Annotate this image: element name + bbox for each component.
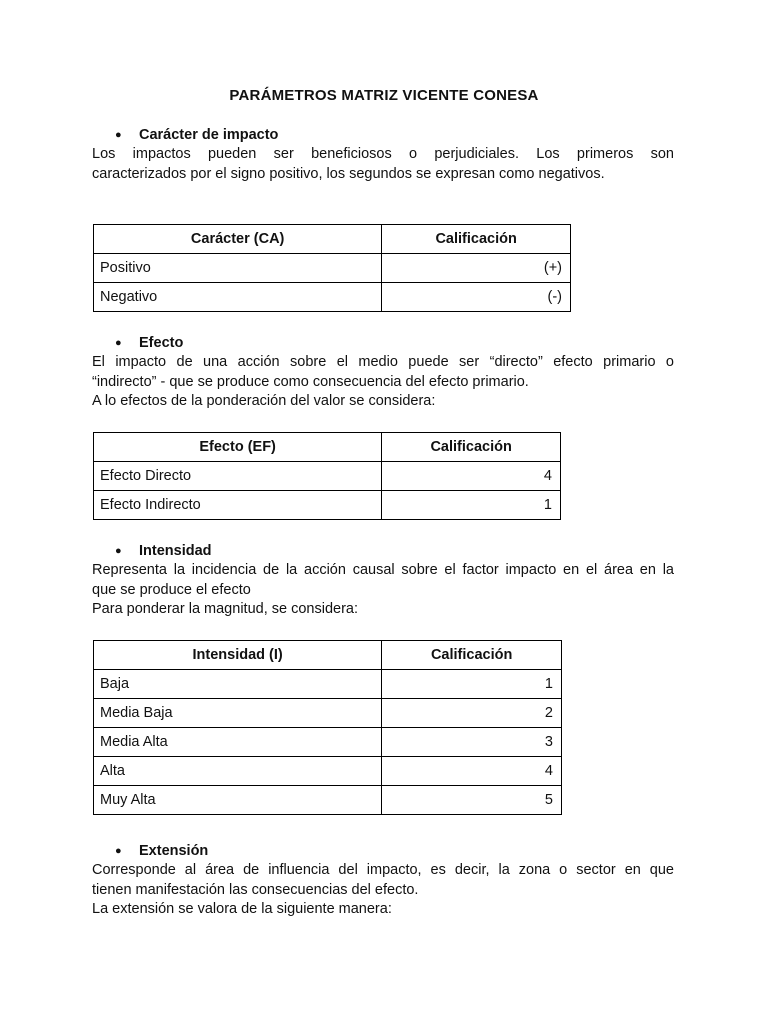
table-header-cell: Calificación — [382, 641, 562, 670]
table-cell-label: Muy Alta — [94, 786, 382, 815]
table-cell-value: (+) — [382, 254, 571, 283]
bullet-icon: ● — [115, 545, 122, 557]
paragraph-line: caracterizados por el signo positivo, los segundos se expresan como negativos. — [92, 165, 605, 182]
paragraph-line: Corresponde al área de influencia del impacto, es decir, la zona o sector en que — [92, 862, 674, 878]
bullet-icon: ● — [115, 845, 122, 857]
table-row — [94, 699, 562, 728]
section-paragraph — [92, 145, 674, 184]
paragraph-line: Representa la incidencia de la acción causal sobre el factor impacto en el área en la — [92, 562, 674, 578]
section-heading — [92, 542, 674, 561]
table-row — [94, 670, 562, 699]
table-cell-value: 3 — [382, 728, 562, 757]
table-cell-value: 2 — [382, 699, 562, 728]
section-extension — [92, 842, 674, 920]
section-heading-text: Intensidad — [139, 543, 212, 559]
section-heading — [92, 334, 674, 353]
table-cell-label: Media Baja — [94, 699, 382, 728]
table-cell-value: 5 — [382, 786, 562, 815]
paragraph-line: que se produce el efecto — [92, 581, 251, 598]
section-paragraph — [92, 561, 674, 620]
table-row — [94, 283, 571, 312]
paragraph-line: “indirecto” - que se produce como consecuencia del efecto primario. — [92, 373, 529, 390]
table-cell-value: 4 — [382, 757, 562, 786]
table-header-row — [94, 225, 571, 254]
section-heading — [92, 126, 674, 145]
table-header-row — [94, 433, 561, 462]
paragraph-line: Los impactos pueden ser beneficiosos o perjudiciales. Los primeros son — [92, 146, 674, 162]
paragraph-line: El impacto de una acción sobre el medio puede ser “directo” efecto primario o — [92, 354, 674, 370]
section-intensidad — [92, 542, 674, 620]
section-paragraph — [92, 861, 674, 920]
table-header-cell: Calificación — [382, 225, 571, 254]
bullet-icon: ● — [115, 129, 122, 141]
table-cell-value: 1 — [382, 491, 561, 520]
section-efecto — [92, 334, 674, 412]
table-row — [94, 757, 562, 786]
table-row — [94, 254, 571, 283]
table-header-cell: Calificación — [382, 433, 561, 462]
section-heading-text: Carácter de impacto — [139, 127, 279, 143]
table-header-cell: Efecto (EF) — [94, 433, 382, 462]
table-caracter — [93, 224, 571, 312]
table-cell-label: Media Alta — [94, 728, 382, 757]
paragraph-line: A lo efectos de la ponderación del valor se considera: — [92, 393, 436, 409]
table-cell-label: Efecto Indirecto — [94, 491, 382, 520]
table-cell-value: (-) — [382, 283, 571, 312]
table-cell-value: 4 — [382, 462, 561, 491]
table-cell-label: Baja — [94, 670, 382, 699]
document-title: PARÁMETROS MATRIZ VICENTE CONESA — [229, 87, 539, 104]
paragraph-line: Para ponderar la magnitud, se considera: — [92, 601, 358, 617]
paragraph-line: tienen manifestación las consecuencias del efecto. — [92, 881, 419, 898]
section-caracter — [92, 126, 674, 184]
table-row — [94, 491, 561, 520]
table-row — [94, 462, 561, 491]
table-header-cell: Carácter (CA) — [94, 225, 382, 254]
table-header-row — [94, 641, 562, 670]
table-row — [94, 786, 562, 815]
table-header-cell: Intensidad (I) — [94, 641, 382, 670]
section-heading-text: Extensión — [139, 843, 209, 859]
table-cell-label: Positivo — [94, 254, 382, 283]
table-row — [94, 728, 562, 757]
table-intensidad — [93, 640, 562, 815]
paragraph-line: La extensión se valora de la siguiente manera: — [92, 901, 392, 917]
table-cell-value: 1 — [382, 670, 562, 699]
table-cell-label: Alta — [94, 757, 382, 786]
table-cell-label: Negativo — [94, 283, 382, 312]
section-paragraph — [92, 353, 674, 412]
table-cell-label: Efecto Directo — [94, 462, 382, 491]
section-heading-text: Efecto — [139, 335, 184, 351]
section-heading — [92, 842, 674, 861]
table-efecto — [93, 432, 561, 520]
bullet-icon: ● — [115, 337, 122, 349]
